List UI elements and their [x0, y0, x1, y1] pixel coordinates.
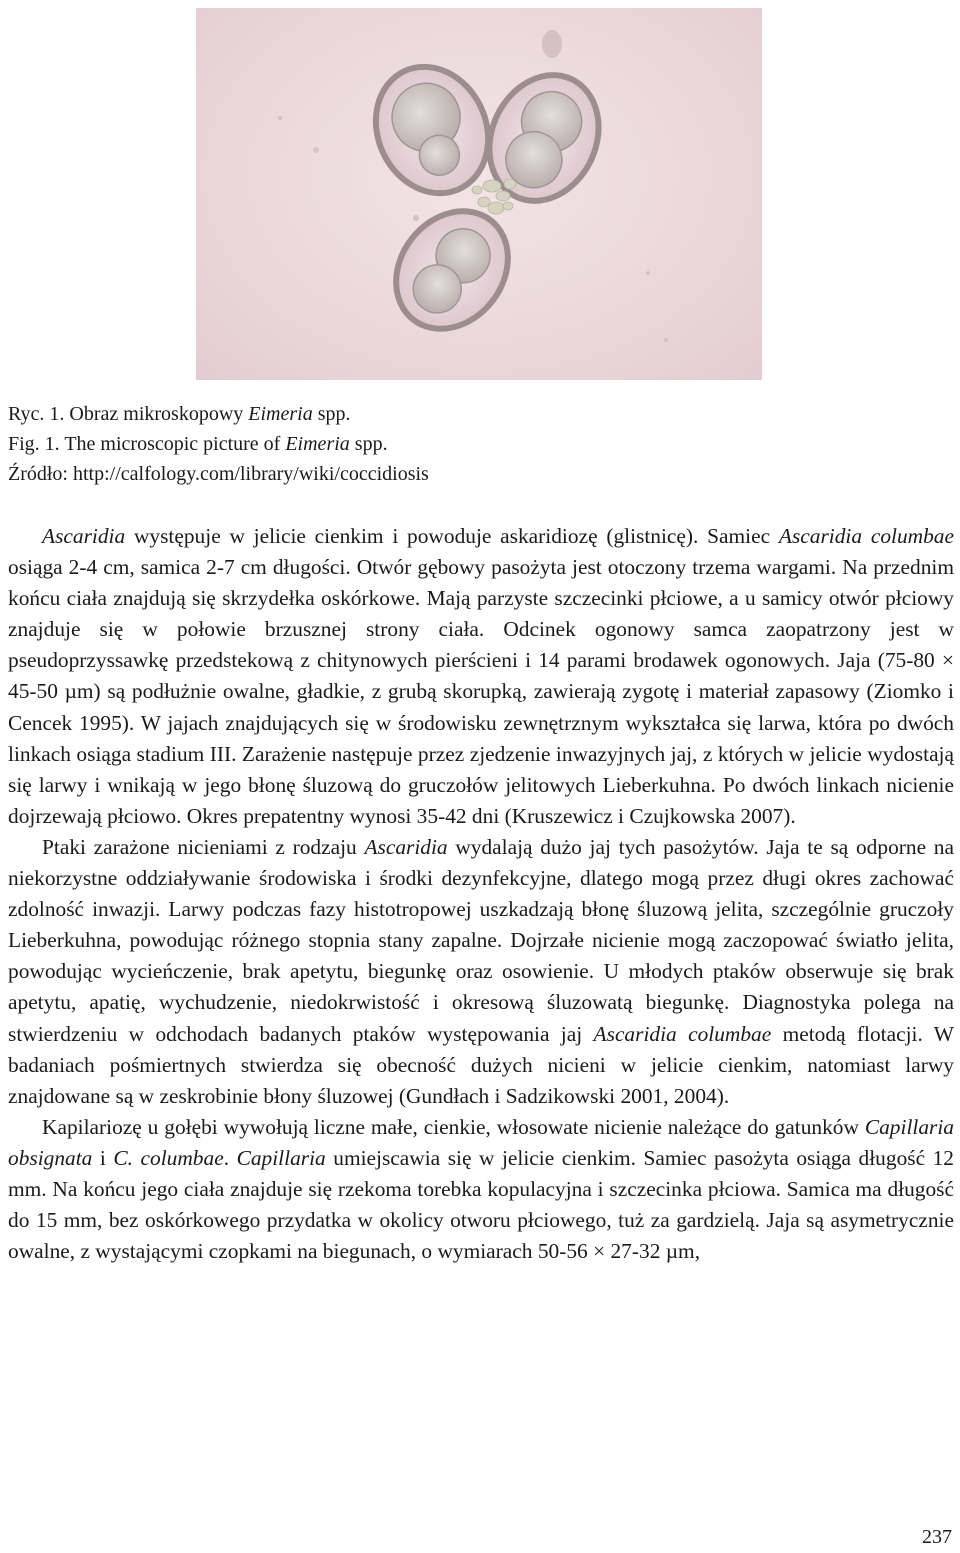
figure-source: Źródło: http://calfology.com/library/wiki/coccidiosis	[8, 463, 429, 485]
paragraph-capillaria	[8, 1112, 954, 1267]
page-number: 237	[922, 1526, 952, 1548]
caption-text: Fig. 1. The microscopic picture of	[8, 433, 286, 455]
genus-name: Capillaria	[236, 1145, 326, 1170]
caption-text: spp.	[312, 403, 351, 425]
paragraph-text: .	[223, 1145, 237, 1170]
species-name: C. columbae	[113, 1145, 224, 1170]
caption-genus: Eimeria	[285, 433, 350, 455]
paragraph-ascaridia	[8, 521, 954, 832]
paragraph-text: i	[92, 1145, 114, 1170]
genus-name: Ascaridia	[42, 524, 126, 548]
paragraph-text: osiąga 2-4 cm, samica 2-7 cm długości. Otwór gębowy pasożyta jest otoczony trzema wargami. Na przednim końcu ciała znajdują się skrzydełka oskórkowe. Mają parzyste szczecinki płciowe, a u samicy otwór płciowy znajduje się w połowie brzusznej strony ciała. Odcinek ogonowy samca zaopatrzony jest w pseudoprzyssawkę przedstekową z chitynowych pierścieni i 14 parami brodawek ogonowych. Jaja (75-80 × 45-50 µm) są podłużnie owalne, gładkie, z grubą skorupką, zawierają zygotę i materiał zapasowy (Ziomko i Cencek 1995). W jajach znajdujących się w środowisku zewnętrznym wykształca się larwa, która po dwóch linkach osiąga stadium III. Zarażenie następuje przez zjedzenie inwazyjnych jaj, z których w jelicie wydostają się larwy i wnikają w jego błonę śluzową do gruczołów jelitowych Lieberkuhna. Po dwóch linkach nicienie dojrzewają płciowo. Okres prepatentny wynosi 35-42 dni (Kruszewicz i Czujkowska 2007).	[8, 555, 954, 828]
paragraph-text: Kapilariozę u gołębi wywołują liczne małe, cienkie, włosowate nicienie należące do gatunków	[42, 1114, 865, 1139]
figure-caption-english	[8, 430, 388, 458]
species-name: Ascaridia columbae	[778, 524, 954, 548]
species-name: Capillaria obsignata	[8, 1114, 954, 1170]
oocyst-micrograph	[196, 8, 762, 380]
species-name: Ascaridia columbae	[593, 1021, 772, 1046]
genus-name: Ascaridia	[364, 834, 448, 859]
figure-caption-polish	[8, 400, 351, 428]
paragraph-text: metodą flotacji. W badaniach pośmiertnych stwierdza się obecność dużych nicieni w jelicie cienkim, natomiast larwy znajdowane są w zeskrobinie błony śluzowej (Gundłach i Sadzikowski 2001, 2004).	[8, 1021, 954, 1108]
caption-text: spp.	[349, 433, 388, 455]
article-body	[8, 521, 954, 1267]
paragraph-text: występuje w jelicie cienkim i powoduje askaridiozę (glistnicę). Samiec	[125, 524, 779, 548]
caption-text: Ryc. 1. Obraz mikroskopowy	[8, 403, 249, 425]
paragraph-text: Ptaki zarażone nicieniami z rodzaju	[42, 834, 365, 859]
paragraph-text: wydalają dużo jaj tych pasożytów. Jaja te są odporne na niekorzystne oddziaływanie środowiska i środki dezynfekcyjne, dlatego mogą przez długi okres zachować zdolność inwazji. Larwy podczas fazy histotropowej uszkadzają błonę śluzową jelita, szczególnie gruczoły Lieberkuhna, powodując różnego stopnia stany zapalne. Dojrzałe nicienie mogą zaczopować światło jelita, powodując wycieńczenie, brak apetytu, biegunkę oraz osowienie. U młodych ptaków obserwuje się brak apetytu, apatię, wychudzenie, niedokrwistość i okresową śluzowatą biegunkę. Diagnostyka polega na stwierdzeniu w odchodach badanych ptaków występowania jaj	[8, 834, 954, 1046]
paragraph-text: umiejscawia się w jelicie cienkim. Samiec pasożyta osiąga długość 12 mm. Na końcu jego ciała znajduje się rzekoma torebka kopulacyjna i szczecinka płciowa. Samica ma długość do 15 mm, bez oskórkowego przydatka w okolicy otworu płciowego, tuż za gardzielą. Jaja są asymetrycznie owalne, z wystającymi czopkami na biegunach, o wymiarach 50-56 × 27-32 µm,	[8, 1145, 954, 1264]
caption-genus: Eimeria	[248, 403, 313, 425]
paragraph-infection	[8, 832, 954, 1112]
microscope-figure	[196, 8, 762, 380]
